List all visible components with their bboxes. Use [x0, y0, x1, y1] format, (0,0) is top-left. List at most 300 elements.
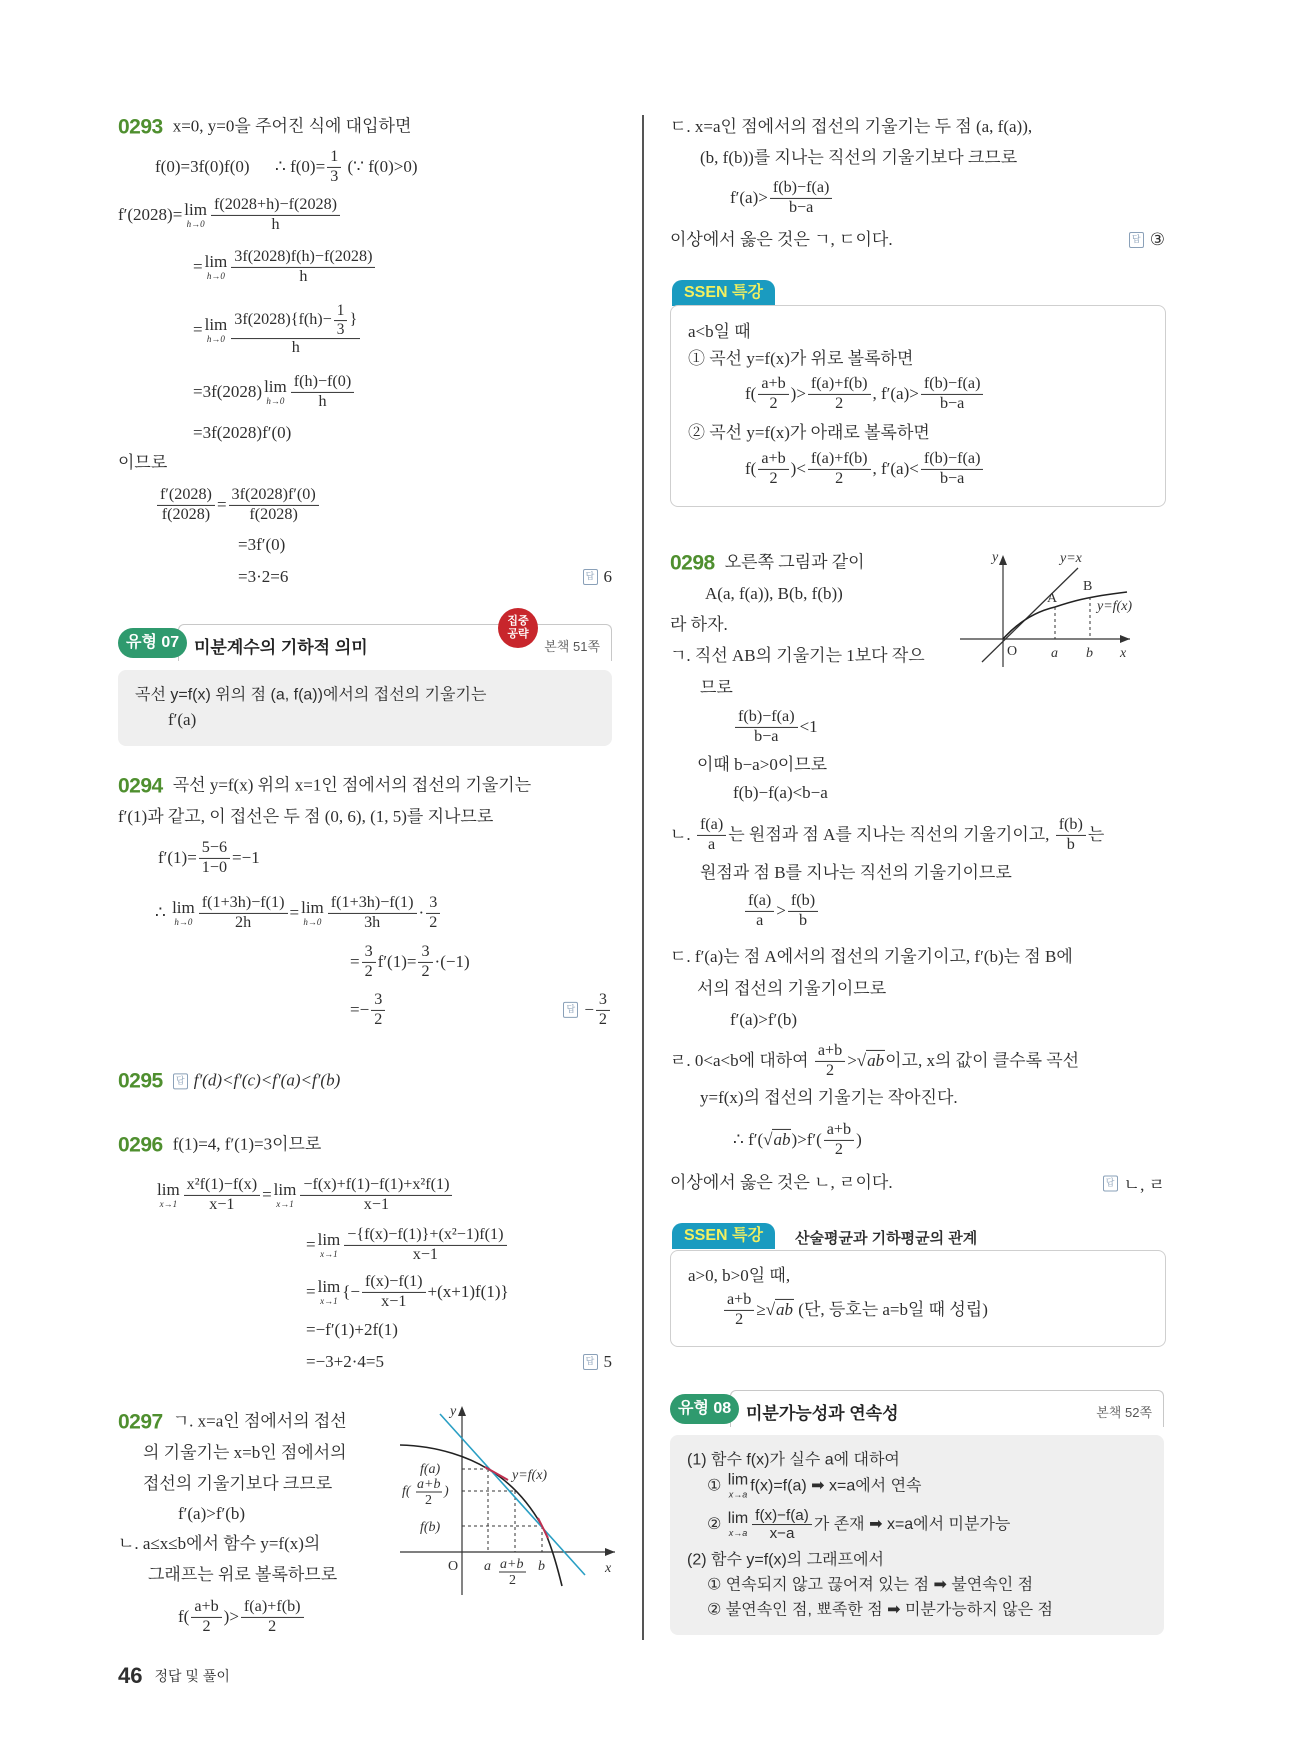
x-axis-arrow-icon	[1120, 635, 1130, 643]
denominator	[202, 859, 227, 878]
fraction	[231, 248, 375, 286]
text-line	[670, 816, 1104, 854]
focus-stamp-badge	[498, 608, 538, 648]
math-line	[733, 1121, 862, 1159]
fraction	[157, 486, 215, 524]
math-text: f(b)−f(a)	[923, 374, 981, 392]
math-line	[306, 1320, 398, 1340]
math-text: f′(2028)=	[118, 204, 183, 224]
math-text: 가 존재 ➡ x=a에서 미분가능	[813, 1516, 1011, 1534]
fraction	[344, 1226, 506, 1264]
text-line	[700, 678, 733, 698]
fraction	[758, 450, 788, 488]
problem-0297-header	[118, 1409, 347, 1434]
math-line	[178, 1504, 245, 1524]
math-text: A(a, f(a)), B(b, f(b))	[705, 583, 843, 603]
axis-label-x: x	[605, 1561, 612, 1576]
math-line	[155, 486, 321, 524]
math-text: 1	[336, 302, 345, 320]
math-text: 2h	[235, 913, 252, 931]
text-line	[143, 1443, 347, 1463]
math-text: x−1	[412, 1245, 438, 1263]
page-number: 46	[118, 1662, 143, 1688]
limit	[301, 899, 324, 927]
lim-label: lim	[157, 1180, 180, 1199]
math-text: a	[756, 911, 764, 929]
math-text: f′(a)>f′(b)	[730, 1009, 798, 1029]
math-text: 는 원점과 점 A를 지나는 직선의 기울기이고,	[728, 824, 1054, 844]
limit	[274, 1181, 297, 1209]
math-text: a	[708, 835, 716, 853]
math-line	[193, 302, 362, 358]
math-line	[743, 892, 820, 930]
math-text: b	[1066, 835, 1075, 853]
y-axis-arrow-icon	[999, 555, 1007, 565]
math-text: 라 하자.	[670, 614, 728, 634]
math-text: x−1	[381, 1292, 407, 1310]
math-text: h	[271, 215, 280, 233]
math-line	[193, 373, 356, 411]
lim-label: lim	[727, 1471, 749, 1489]
math-text: (∵ f(0)>0)	[343, 156, 418, 176]
math-text: f(2028)	[249, 505, 298, 523]
math-text: ②	[707, 1516, 726, 1534]
fraction	[191, 1598, 221, 1636]
secant-mark	[538, 1518, 548, 1538]
denominator	[769, 395, 777, 414]
math-text: =3f(2028)	[193, 381, 263, 401]
axis-label-x: x	[1120, 646, 1127, 661]
math-text: a+b	[194, 1597, 219, 1615]
problem-intro: x=0, y=0을 주어진 식에 대입하면	[172, 116, 412, 136]
math-line	[238, 535, 285, 555]
numerator	[344, 1226, 506, 1246]
math-line	[733, 708, 818, 746]
math-line	[350, 943, 470, 981]
math-text: 이고, x의 값이 클수록 곡선	[885, 1050, 1080, 1070]
math-text: f(b)−f(a)	[738, 707, 795, 725]
denominator	[381, 1293, 406, 1312]
math-line	[178, 1598, 306, 1636]
answer-value: ㄴ, ㄹ	[1123, 1175, 1165, 1195]
numerator	[362, 1273, 426, 1293]
math-text: 3	[364, 942, 373, 960]
text-line	[700, 863, 1012, 883]
numerator	[231, 248, 375, 268]
limit	[157, 1181, 180, 1209]
numerator	[808, 375, 871, 395]
lim-label: lim	[172, 898, 195, 917]
square-root: √ab	[765, 1299, 794, 1319]
math-text: f(b)	[790, 891, 816, 909]
lim-subscript: h→0	[186, 219, 205, 229]
text-line	[670, 117, 1032, 137]
numerator	[788, 892, 818, 912]
lim-label: lim	[204, 252, 228, 271]
math-text: 3h	[364, 913, 381, 931]
math-text: f(0)=3f(0)f(0) ∴ f(0)=	[155, 156, 326, 176]
problem-intro: f(1)=4, f′(1)=3이므로	[172, 1134, 322, 1154]
math-group	[234, 302, 357, 338]
fraction	[418, 943, 432, 981]
math-text: =3f′(0)	[238, 534, 286, 554]
math-text: 2	[835, 469, 844, 487]
label-fmid-den: 2	[425, 1493, 432, 1508]
denominator	[268, 1618, 276, 1637]
math-line	[722, 1291, 988, 1329]
math-text: −{f(x)−f(1)}+(x²−1)f(1)	[347, 1225, 504, 1243]
limit	[318, 1278, 341, 1306]
lim-subscript: h→0	[303, 917, 322, 927]
math-text: h	[299, 267, 308, 285]
math-text: 2	[421, 962, 430, 980]
fraction	[241, 1598, 304, 1636]
text-line	[688, 349, 913, 369]
fraction	[229, 486, 319, 524]
numerator	[426, 894, 440, 914]
math-text: ≥	[756, 1299, 766, 1319]
fraction	[752, 1507, 812, 1543]
stamp-line: 공략	[507, 628, 529, 640]
label-fb: f(b)	[420, 1520, 441, 1535]
numerator	[770, 179, 833, 199]
numerator	[229, 486, 319, 506]
numerator	[745, 892, 774, 912]
denominator	[413, 1246, 438, 1265]
math-text: 2	[268, 1617, 277, 1635]
denominator	[374, 1011, 382, 1030]
math-line	[745, 450, 985, 488]
label-b: b	[538, 1559, 545, 1574]
denominator	[429, 914, 437, 933]
math-text: =−1	[232, 847, 260, 867]
math-text: 3	[598, 990, 607, 1008]
denominator	[364, 1196, 389, 1215]
math-text: ㄷ. f′(a)는 점 A에서의 접선의 기울기이고, f′(b)는 점 B에	[670, 946, 1073, 966]
type-badge: 유형 08	[670, 1394, 739, 1424]
math-text: (2) 함수 y=f(x)의 그래프에서	[687, 1551, 884, 1569]
fraction	[735, 708, 798, 746]
problem-0295-header	[118, 1068, 340, 1093]
math-text: f(1+3h)−f(1)	[330, 893, 414, 911]
answer	[1129, 230, 1165, 250]
axis-label-y: y	[992, 550, 999, 565]
text-line	[670, 1042, 1079, 1080]
text-line	[688, 1266, 790, 1286]
math-line	[118, 196, 342, 234]
numerator	[735, 708, 798, 728]
problem-number: 0296	[118, 1133, 163, 1157]
math-line	[306, 1352, 384, 1372]
math-text: f(a)	[748, 891, 772, 909]
origin-label: O	[448, 1559, 459, 1574]
answer-value	[584, 991, 612, 1029]
math-line	[238, 567, 288, 587]
lim-label: lim	[273, 1180, 297, 1199]
answer-value: 6	[603, 567, 612, 586]
math-line	[193, 248, 377, 286]
numerator	[241, 1598, 304, 1618]
math-text: ㄹ. 0<a<b에 대하여	[670, 1050, 813, 1070]
stamp-line: 집중	[507, 615, 529, 627]
math-text: f′(2028)	[160, 485, 212, 503]
denominator	[209, 1196, 234, 1215]
math-text: f(h)−f(0)	[293, 372, 352, 390]
math-text: 곡선 y=f(x) 위의 x=1인 점에서의 접선의 기울기는	[172, 775, 532, 795]
math-text: ∴ f′(	[733, 1129, 764, 1149]
math-line	[350, 991, 387, 1029]
math-text: 이상에서 옳은 것은 ㄴ, ㄹ이다.	[670, 1172, 893, 1192]
math-text: a+b	[727, 1290, 752, 1308]
denominator	[789, 199, 813, 218]
math-text: f(	[745, 458, 757, 478]
math-text: a+b	[826, 1120, 852, 1138]
fraction	[815, 1042, 845, 1080]
fraction	[921, 450, 984, 488]
text-line	[670, 646, 925, 666]
label-b: b	[1086, 646, 1093, 661]
textbook-page-ref: 본책 51쪽	[544, 639, 600, 654]
fraction	[426, 894, 440, 932]
lim-label: lim	[317, 1230, 341, 1249]
text-line	[143, 1474, 332, 1494]
numerator	[1056, 816, 1086, 836]
math-text: =−f′(1)+2f(1)	[306, 1319, 398, 1339]
math-text: f(b)−f(a)	[923, 449, 981, 467]
y-axis-arrow-icon	[458, 1406, 466, 1416]
numerator	[191, 1598, 221, 1618]
limit	[318, 1231, 341, 1259]
math-text: f′(a)	[168, 709, 197, 729]
math-text: )>	[790, 383, 806, 403]
numerator	[824, 1121, 854, 1141]
column-divider	[642, 115, 644, 1640]
denominator	[770, 1526, 795, 1543]
textbook-page-ref: 본책 52쪽	[1096, 1405, 1152, 1420]
concept-text	[135, 685, 486, 704]
guide-lines	[1055, 597, 1090, 639]
math-text: =	[193, 319, 203, 339]
answer-icon: 답	[173, 1073, 188, 1089]
math-text: 5−6	[201, 838, 228, 856]
denominator	[337, 321, 345, 339]
math-text: 3	[374, 990, 383, 1008]
math-text: 2	[834, 1140, 843, 1158]
problem-number: 0295	[118, 1069, 163, 1093]
radicand: ab	[867, 1050, 885, 1070]
math-text: =	[216, 494, 227, 514]
math-text: −f(x)+f(1)−f(1)+x²f(1)	[303, 1175, 450, 1193]
math-text: 2	[769, 469, 778, 487]
concept-line	[687, 1450, 900, 1469]
limit	[728, 1512, 748, 1539]
lim-subscript: h→0	[174, 917, 193, 927]
denominator	[249, 506, 297, 525]
fraction	[199, 839, 230, 877]
conclusion-line	[670, 1173, 893, 1193]
lim-subscript: x→a	[728, 1489, 748, 1500]
math-text: (1) 함수 f(x)가 실수 a에 대하여	[687, 1451, 900, 1469]
lim-label: lim	[317, 1277, 341, 1296]
answer-value: 5	[603, 1352, 612, 1371]
answer-icon: 답	[583, 1354, 598, 1370]
numerator	[697, 816, 726, 836]
math-text: f(a)+f(b)	[810, 449, 868, 467]
answer-value: ③	[1149, 230, 1165, 249]
math-text: 므로	[700, 677, 733, 697]
math-text: f(	[178, 1606, 190, 1626]
limit	[264, 378, 287, 406]
numerator	[758, 375, 788, 395]
limit	[205, 316, 228, 344]
footer	[118, 1663, 230, 1689]
numerator	[157, 486, 215, 506]
text-line	[670, 615, 728, 635]
text-line	[670, 947, 1073, 967]
answer	[563, 991, 612, 1029]
math-text: 2	[769, 394, 778, 412]
lim-label: lim	[204, 314, 228, 334]
math-text: 3	[429, 893, 438, 911]
math-line	[733, 783, 828, 803]
answer	[583, 1352, 613, 1372]
label-a: a	[1051, 646, 1058, 661]
ssen-tab: SSEN 특강	[672, 280, 775, 306]
fraction	[199, 894, 288, 932]
math-text: a>0, b>0일 때,	[688, 1265, 791, 1285]
fraction	[758, 375, 788, 413]
ssen-tab: SSEN 특강	[672, 1223, 775, 1249]
fraction	[596, 991, 610, 1029]
numerator	[327, 148, 341, 168]
answer-icon: 답	[563, 1002, 578, 1018]
problem-number: 0297	[118, 1410, 163, 1434]
fraction	[697, 816, 726, 854]
math-text: 3	[336, 320, 345, 338]
math-text: f′(a)>	[730, 187, 768, 207]
math-text: ㄱ. x=a인 점에서의 접선	[172, 1411, 347, 1431]
numerator	[211, 196, 340, 216]
type-badge: 유형 07	[118, 628, 187, 658]
math-line	[158, 839, 260, 877]
text-line	[118, 1534, 320, 1554]
numerator	[362, 943, 376, 963]
denominator	[421, 963, 429, 982]
lim-subscript: h→0	[206, 333, 225, 344]
label-fmid: f(	[402, 1484, 411, 1499]
math-text: ∴	[155, 902, 171, 922]
numerator	[815, 1042, 845, 1062]
math-text: {−	[342, 1281, 361, 1301]
answer	[583, 567, 613, 587]
math-text: 접선의 기울기보다 크므로	[143, 1473, 333, 1493]
lim-label: lim	[264, 377, 287, 396]
math-text: h	[318, 392, 327, 410]
math-text: b−a	[754, 727, 779, 745]
text-line	[697, 755, 827, 775]
math-text: ① 곡선 y=f(x)가 위로 볼록하면	[688, 348, 914, 368]
denominator	[940, 470, 964, 489]
fraction	[808, 450, 871, 488]
conclusion-line	[670, 230, 893, 250]
math-text: >	[847, 1050, 857, 1070]
math-text: 1−0	[201, 858, 228, 876]
fraction	[824, 1121, 854, 1159]
denominator	[835, 395, 843, 414]
origin-label: O	[1007, 644, 1018, 659]
denominator	[202, 1618, 210, 1637]
math-text: )	[856, 1129, 862, 1149]
fraction	[921, 375, 984, 413]
footer-title: 정답 및 풀이	[154, 1667, 230, 1684]
point-label-a: A	[1047, 591, 1058, 606]
math-text: , f′(a)<	[872, 458, 919, 478]
math-text: x²f(1)−f(x)	[186, 1175, 258, 1193]
lim-label: lim	[184, 200, 207, 219]
label-a: a	[484, 1559, 491, 1574]
math-text: x−1	[209, 1195, 235, 1213]
math-text: f′(1)=	[158, 847, 197, 867]
fraction	[770, 179, 833, 217]
square-root: √ab	[856, 1050, 885, 1070]
math-text: (단, 등호는 a=b일 때 성립)	[794, 1299, 988, 1319]
fraction	[808, 375, 871, 413]
problem-0298-header	[670, 550, 865, 575]
radicand: ab	[776, 1299, 794, 1319]
label-fmid-close: )	[444, 1484, 449, 1499]
denominator	[769, 470, 777, 489]
math-text: ㄴ.	[670, 824, 695, 844]
problem-number: 0293	[118, 115, 163, 139]
denominator	[708, 836, 715, 855]
point-label-b: B	[1083, 579, 1093, 594]
type-08-header	[670, 1390, 1164, 1428]
concept-line	[687, 1550, 884, 1569]
text-line	[148, 1565, 337, 1585]
math-text: y=f(x)의 접선의 기울기는 작아진다.	[700, 1087, 958, 1107]
denominator	[292, 339, 300, 358]
math-text: ㄱ. 직선 AB의 기울기는 1보다 작으	[670, 645, 925, 665]
lim-label: lim	[301, 898, 324, 917]
denominator	[799, 912, 807, 931]
math-text: )>	[223, 1606, 239, 1626]
answer-value: f′(d)<f′(c)<f′(a)<f′(b)	[193, 1070, 341, 1090]
math-text: f′(a)>f′(b)	[178, 1503, 246, 1523]
math-text: }	[349, 310, 358, 328]
math-text: 원점과 점 B를 지나는 직선의 기울기이므로	[700, 862, 1012, 882]
lim-subscript: x→1	[159, 1199, 178, 1209]
fraction	[231, 302, 360, 358]
denominator	[735, 1311, 743, 1330]
fraction	[724, 1291, 754, 1329]
problem-0296-header	[118, 1132, 321, 1157]
math-text: 서의 접선의 기울기이므로	[697, 978, 887, 998]
numerator	[418, 943, 432, 963]
problem-number: 0298	[670, 551, 715, 575]
denominator	[940, 395, 964, 414]
numerator	[808, 450, 871, 470]
math-text: a+b	[761, 374, 786, 392]
math-text: =	[193, 256, 203, 276]
math-line	[705, 584, 843, 604]
math-text: =	[306, 1234, 316, 1254]
fraction	[745, 892, 774, 930]
secant-mark	[485, 1467, 508, 1480]
concept-line	[707, 1473, 922, 1500]
math-text: f′(1)과 같고, 이 접선은 두 점 (0, 6), (1, 5)를 지나므로	[118, 806, 494, 826]
math-text: =−	[350, 999, 370, 1019]
math-text: =	[289, 902, 300, 922]
